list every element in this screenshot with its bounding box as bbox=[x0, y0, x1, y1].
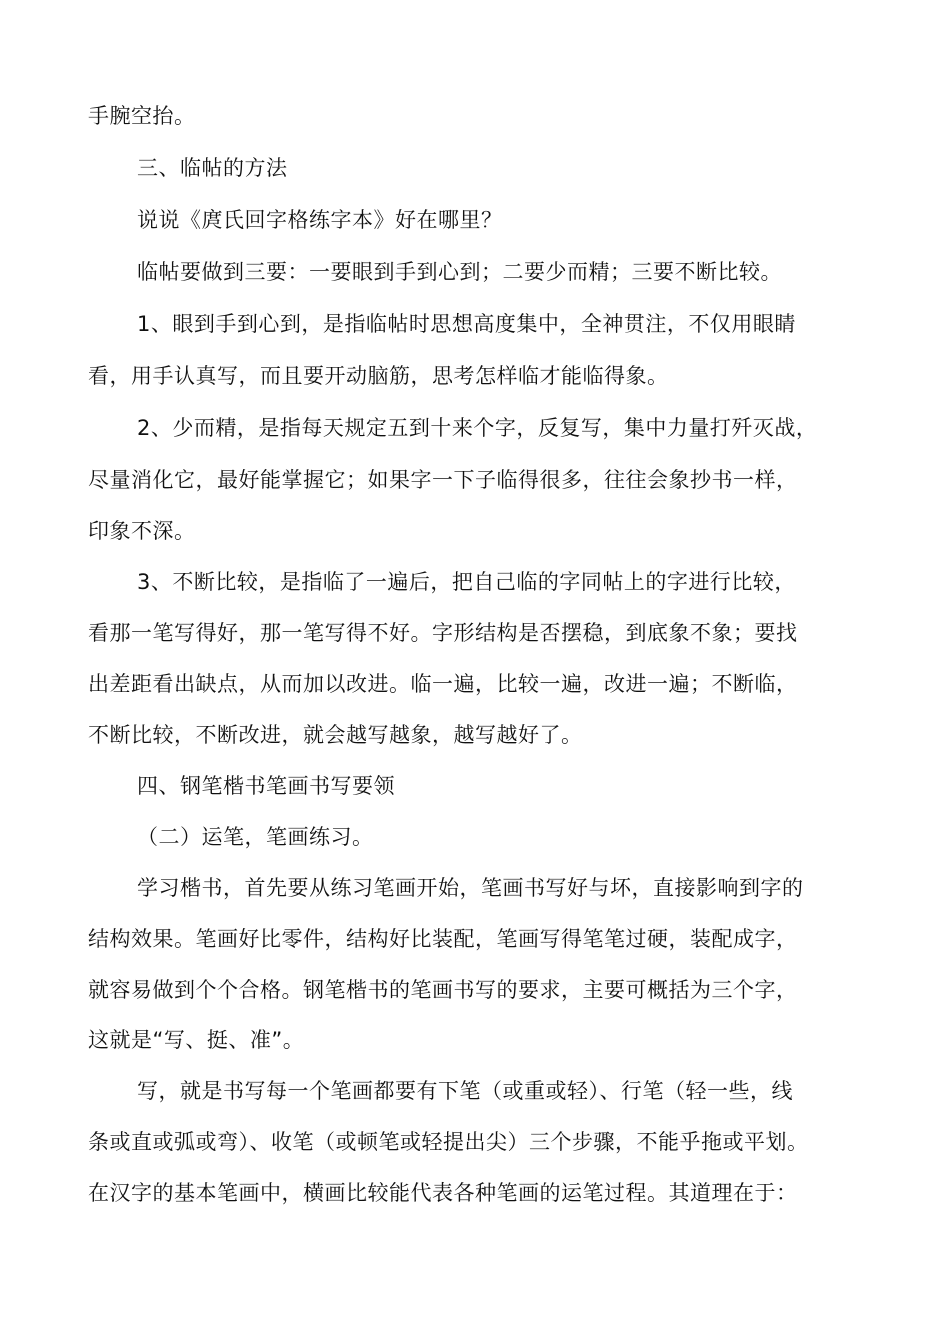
text-line: 这就是“写、挺、准”。 bbox=[88, 1028, 305, 1052]
text-line: 条或直或弧或弯）、收笔（或顿笔或轻提出尖）三个步骤，不能乎拖或平划。 bbox=[88, 1130, 809, 1154]
text-line: 1、眼到手到心到，是指临帖时思想高度集中，全神贯注，不仅用眼睛 bbox=[137, 312, 796, 336]
text-line: 临帖要做到三要：一要眼到手到心到；二要少而精；三要不断比较。 bbox=[137, 260, 782, 284]
text-line: 尽量消化它，最好能掌握它；如果字一下子临得很多，往往会象抄书一样， bbox=[88, 468, 798, 492]
section-heading: 四、钢笔楷书笔画书写要领 bbox=[137, 774, 395, 798]
text-line: 说说《庹氏回字格练字本》好在哪里？ bbox=[137, 208, 503, 232]
text-line: 不断比较，不断改进，就会越写越象，越写越好了。 bbox=[88, 723, 583, 747]
text-line: 结构效果。笔画好比零件，结构好比装配，笔画写得笔笔过硬，装配成字， bbox=[88, 927, 798, 951]
text-line: 手腕空抬。 bbox=[88, 104, 196, 128]
subsection-heading: （二）运笔，笔画练习。 bbox=[137, 825, 374, 849]
text-line: 写，就是书写每一个笔画都要有下笔（或重或轻）、行笔（轻一些，线 bbox=[137, 1079, 793, 1103]
text-line: 在汉字的基本笔画中，横画比较能代表各种笔画的运笔过程。其道理在于： bbox=[88, 1181, 798, 1205]
text-line: 看那一笔写得好，那一笔写得不好。字形结构是否摆稳，到底象不象；要找 bbox=[88, 621, 798, 645]
text-line: 3、不断比较，是指临了一遍后，把自己临的字同帖上的字进行比较， bbox=[137, 570, 796, 594]
text-line: 学习楷书，首先要从练习笔画开始，笔画书写好与坏，直接影响到字的 bbox=[137, 876, 804, 900]
section-heading: 三、临帖的方法 bbox=[137, 156, 288, 180]
text-line: 出差距看出缺点，从而加以改进。临一遍，比较一遍，改进一遍；不断临， bbox=[88, 672, 798, 696]
text-line: 印象不深。 bbox=[88, 519, 196, 543]
text-line: 看，用手认真写，而且要开动脑筋，思考怎样临才能临得象。 bbox=[88, 364, 669, 388]
text-line: 就容易做到个个合格。钢笔楷书的笔画书写的要求，主要可概括为三个字， bbox=[88, 978, 798, 1002]
text-line: 2、少而精，是指每天规定五到十来个字，反复写，集中力量打歼灭战， bbox=[137, 416, 818, 440]
